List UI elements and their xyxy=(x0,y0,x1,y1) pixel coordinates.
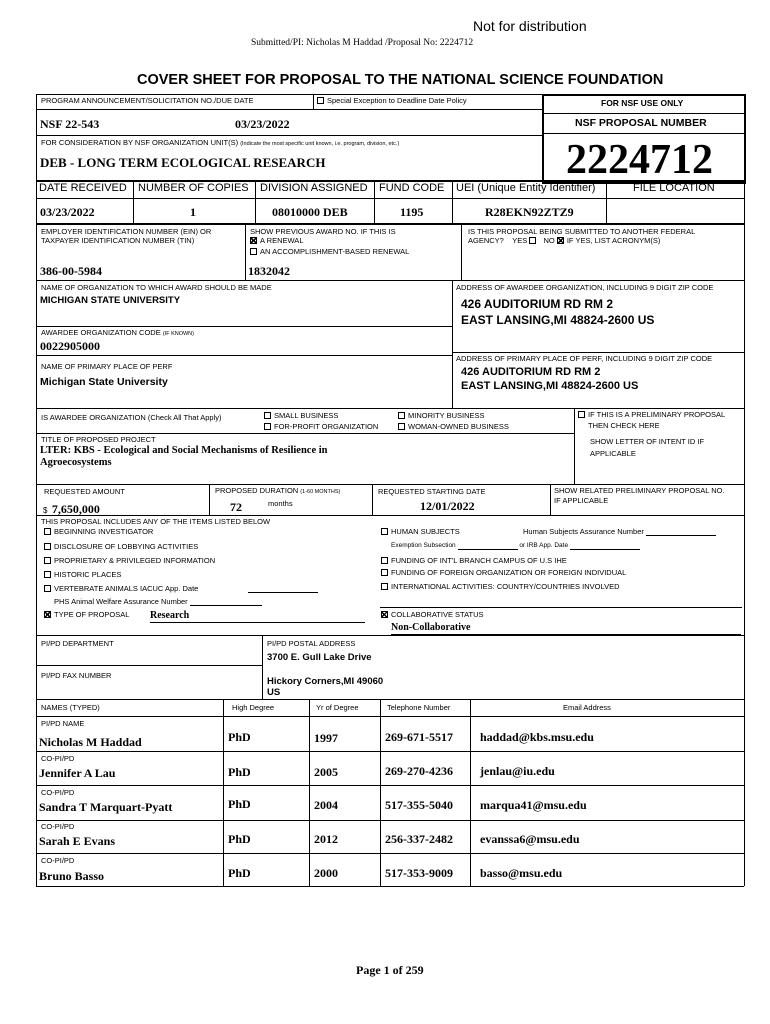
project-title-2: Agroecosystems xyxy=(40,457,112,468)
type-of-proposal-value: Research xyxy=(150,611,365,623)
currency-symbol: $ xyxy=(43,506,48,515)
person-year: 2005 xyxy=(314,765,338,779)
person-phone: 256-337-2482 xyxy=(385,832,453,846)
person-degree: PhD xyxy=(228,866,251,880)
person-phone: 517-355-5040 xyxy=(385,798,453,812)
copies-header: NUMBER OF COPIES xyxy=(138,182,249,194)
person-name: Bruno Basso xyxy=(39,869,105,883)
items-label: THIS PROPOSAL INCLUDES ANY OF THE ITEMS LISTED BELOW xyxy=(41,517,271,526)
lobbying-label: DISCLOSURE OF LOBBYING ACTIVITIES xyxy=(54,542,199,551)
date-received-header: DATE RECEIVED xyxy=(39,182,127,194)
irb-label: or IRB App. Date xyxy=(519,542,569,549)
pi-fax-label: PI/PD FAX NUMBER xyxy=(41,671,112,680)
minority-business-checkbox[interactable] xyxy=(398,412,485,420)
ein-label-1: EMPLOYER IDENTIFICATION NUMBER (EIN) OR xyxy=(41,227,212,236)
person-year: 2000 xyxy=(314,866,338,880)
uei-header: UEI (Unique Entity Identifier) xyxy=(456,182,596,194)
person-name: Nicholas M Haddad xyxy=(39,735,142,749)
division-assigned: 08010000 DEB xyxy=(272,205,348,219)
intl-branch-checkbox[interactable] xyxy=(381,557,567,565)
requested-amount xyxy=(43,501,100,517)
small-business-label: SMALL BUSINESS xyxy=(274,411,339,420)
no-label: NO xyxy=(543,236,555,245)
checkbox-icon xyxy=(398,412,405,419)
awardee-address-1: 426 AUDITORIUM RD RM 2 xyxy=(461,297,614,311)
consideration-label-text: FOR CONSIDERATION BY NSF ORGANIZATION UNIT(S) xyxy=(41,138,239,147)
project-title-label: TITLE OF PROPOSED PROJECT xyxy=(41,435,156,444)
person-year: 2012 xyxy=(314,832,338,846)
person-name: Sandra T Marquart-Pyatt xyxy=(39,800,173,814)
phs-assurance xyxy=(54,598,262,606)
organization-unit: DEB - LONG TERM ECOLOGICAL RESEARCH xyxy=(40,155,326,170)
person-role: CO-PI/PD xyxy=(41,754,75,763)
person-email: marqua41@msu.edu xyxy=(480,798,587,812)
checkbox-icon xyxy=(381,569,388,576)
checkbox-icon xyxy=(44,543,51,550)
person-year: 1997 xyxy=(314,731,338,745)
person-role: CO-PI/PD xyxy=(41,856,75,865)
checkbox-icon xyxy=(381,557,388,564)
collaborative-status-label: COLLABORATIVE STATUS xyxy=(391,610,484,619)
person-role: PI/PD NAME xyxy=(41,719,85,728)
for-profit-checkbox[interactable] xyxy=(264,423,378,431)
telephone-header: Telephone Number xyxy=(387,703,451,712)
uei: R28EKN92ZTZ9 xyxy=(485,205,574,219)
lobbying-checkbox[interactable] xyxy=(44,543,198,551)
nsf-use-only-label: FOR NSF USE ONLY xyxy=(601,98,684,108)
date-received: 03/23/2022 xyxy=(40,205,95,219)
related-proposal-label-1: SHOW RELATED PRELIMINARY PROPOSAL NO. xyxy=(554,486,725,495)
program-number: NSF 22-543 xyxy=(40,117,100,131)
pi-postal-2: Hickory Corners,MI 49060 xyxy=(267,676,384,687)
type-of-proposal xyxy=(44,611,129,619)
person-email: jenlau@iu.edu xyxy=(480,764,555,778)
fund-code: 1195 xyxy=(400,205,424,219)
requested-amount-label: REQUESTED AMOUNT xyxy=(44,487,125,496)
checked-box-icon xyxy=(250,237,257,244)
human-subjects-checkbox[interactable] xyxy=(381,528,460,536)
woman-owned-checkbox[interactable] xyxy=(398,423,509,431)
checked-box-icon xyxy=(44,611,51,618)
person-phone: 269-671-5517 xyxy=(385,730,453,744)
checkbox-icon xyxy=(398,423,405,430)
irb-line xyxy=(570,549,640,550)
awardee-code: 0022905000 xyxy=(40,339,100,353)
special-exception-checkbox[interactable] xyxy=(317,97,467,105)
consideration-label xyxy=(41,139,399,148)
person-degree: PhD xyxy=(228,765,251,779)
for-profit-label: FOR-PROFIT ORGANIZATION xyxy=(274,422,379,431)
historic-places-checkbox[interactable] xyxy=(44,571,121,579)
phs-label: PHS Animal Welfare Assurance Number xyxy=(54,597,188,606)
checkbox-icon xyxy=(44,571,51,578)
human-subjects-label: HUMAN SUBJECTS xyxy=(391,527,460,536)
program-label: PROGRAM ANNOUNCEMENT/SOLICITATION NO./DUE DATE xyxy=(41,96,254,105)
related-proposal-label-2: IF APPLICABLE xyxy=(554,496,609,505)
other-agency-label: IS THIS PROPOSAL BEING SUBMITTED TO ANOTHER FEDERAL xyxy=(468,227,696,236)
foreign-org-checkbox[interactable] xyxy=(381,569,626,577)
ein-value: 386-00-5984 xyxy=(40,264,102,278)
program-due-date: 03/23/2022 xyxy=(235,117,290,131)
duration-note: (1-60 MONTHS) xyxy=(300,489,341,495)
perf-address-1: 426 AUDITORIUM RD RM 2 xyxy=(461,366,601,378)
high-degree-header: High Degree xyxy=(232,703,275,712)
nsf-proposal-number-label: NSF PROPOSAL NUMBER xyxy=(575,117,707,129)
person-degree: PhD xyxy=(228,832,251,846)
copies: 1 xyxy=(190,205,196,219)
division-header: DIVISION ASSIGNED xyxy=(260,182,368,194)
person-email: evanssa6@msu.edu xyxy=(480,832,580,846)
awardee-name: MICHIGAN STATE UNIVERSITY xyxy=(40,295,181,306)
no-checkbox[interactable] xyxy=(557,237,564,244)
duration-label xyxy=(215,487,340,496)
preliminary-label-2: THEN CHECK HERE xyxy=(588,421,660,430)
person-phone: 269-270-4236 xyxy=(385,764,453,778)
person-degree: PhD xyxy=(228,730,251,744)
page-number: Page 1 of 259 xyxy=(356,963,424,977)
letter-of-intent-label-2: APPLICABLE xyxy=(590,449,636,458)
awardee-code-label-text: AWARDEE ORGANIZATION CODE xyxy=(41,328,161,337)
requested-amount-value: 7,650,000 xyxy=(51,502,100,516)
collaborative-status-value: Non-Collaborative xyxy=(391,623,741,635)
names-header: NAMES (TYPED) xyxy=(41,703,100,712)
checkbox-icon xyxy=(264,423,271,430)
previous-award-number: 1832042 xyxy=(248,264,290,278)
proprietary-checkbox[interactable] xyxy=(44,557,215,565)
consideration-note: (Indicate the most specific unit known, i.e. program, division, etc.) xyxy=(240,141,400,147)
person-role: CO-PI/PD xyxy=(41,822,75,831)
renewal-checkbox[interactable] xyxy=(250,237,303,245)
perf-name: Michigan State University xyxy=(40,376,168,388)
start-date: 12/01/2022 xyxy=(420,499,475,513)
pi-postal-1: 3700 E. Gull Lake Drive xyxy=(267,652,372,663)
preliminary-proposal-checkbox[interactable] xyxy=(578,411,725,419)
person-role: CO-PI/PD xyxy=(41,788,75,797)
human-assurance xyxy=(523,528,716,536)
intl-branch-label: FUNDING OF INT'L BRANCH CAMPUS OF U.S IHE xyxy=(391,556,567,565)
proprietary-label: PROPRIETARY & PRIVILEGED INFORMATION xyxy=(54,556,216,565)
human-assurance-label: Human Subjects Assurance Number xyxy=(523,527,644,536)
months-label: months xyxy=(268,499,293,508)
email-header: Email Address xyxy=(563,703,611,712)
woman-owned-label: WOMAN-OWNED BUSINESS xyxy=(408,422,509,431)
minority-business-label: MINORITY BUSINESS xyxy=(408,411,485,420)
accomplishment-checkbox[interactable] xyxy=(250,248,409,256)
person-email: basso@msu.edu xyxy=(480,866,563,880)
year-header: Yr of Degree xyxy=(316,703,359,712)
checkbox-icon xyxy=(44,528,51,535)
checkbox-icon xyxy=(250,248,257,255)
yes-checkbox[interactable] xyxy=(529,237,536,244)
perf-name-label: NAME OF PRIMARY PLACE OF PERF xyxy=(41,362,173,371)
foreign-org-label: FUNDING OF FOREIGN ORGANIZATION OR FOREIGN INDIVIDUAL xyxy=(391,568,627,577)
intl-activities-label: INTERNATIONAL ACTIVITIES: COUNTRY/COUNTRIES INVOLVED xyxy=(391,582,620,591)
start-date-label: REQUESTED STARTING DATE xyxy=(378,487,486,496)
pi-department-label: PI/PD DEPARTMENT xyxy=(41,639,114,648)
pi-postal-3: US xyxy=(267,687,281,698)
duration-value: 72 xyxy=(230,500,242,514)
page-title: COVER SHEET FOR PROPOSAL TO THE NATIONAL SCIENCE FOUNDATION xyxy=(137,72,664,88)
previous-award-label: SHOW PREVIOUS AWARD NO. IF THIS IS xyxy=(250,227,396,236)
ein-label-2: TAXPAYER IDENTIFICATION NUMBER (TIN) xyxy=(41,236,195,245)
pi-postal-label: PI/PD POSTAL ADDRESS xyxy=(267,639,356,648)
person-phone: 517-353-9009 xyxy=(385,866,453,880)
nsf-proposal-number: 2224712 xyxy=(566,137,713,183)
awardee-code-note: (IF KNOWN) xyxy=(162,331,194,337)
exemption-line xyxy=(458,549,518,550)
agency-question: AGENCY? xyxy=(468,236,504,245)
renewal-label: A RENEWAL xyxy=(260,236,304,245)
person-degree: PhD xyxy=(228,797,251,811)
historic-places-label: HISTORIC PLACES xyxy=(54,570,122,579)
file-location-header: FILE LOCATION xyxy=(633,182,715,194)
checkbox-icon xyxy=(381,528,388,535)
checked-box-icon xyxy=(381,611,388,618)
yes-label: YES xyxy=(512,236,528,245)
exemption-subsection xyxy=(391,543,640,550)
org-type-label: IS AWARDEE ORGANIZATION (Check All That Apply) xyxy=(41,413,222,422)
intl-activities-checkbox[interactable] xyxy=(381,583,620,591)
project-title-1: LTER: KBS - Ecological and Social Mechanisms of Resilience in xyxy=(40,445,328,456)
perf-address-2: EAST LANSING,MI 48824-2600 US xyxy=(461,380,639,392)
collaborative-status xyxy=(381,611,484,619)
checkbox-icon xyxy=(317,97,324,104)
other-agency-line xyxy=(468,237,660,245)
preliminary-label: IF THIS IS A PRELIMINARY PROPOSAL xyxy=(588,410,726,419)
beginning-investigator-label: BEGINNING INVESTIGATOR xyxy=(54,527,154,536)
awardee-address-label: ADDRESS OF AWARDEE ORGANIZATION, INCLUDING 9 DIGIT ZIP CODE xyxy=(456,283,714,292)
iacuc-date-line xyxy=(248,592,318,593)
checkbox-icon xyxy=(264,412,271,419)
submitted-line: Submitted/PI: Nicholas M Haddad /Proposal No: 2224712 xyxy=(251,38,474,48)
person-email: haddad@kbs.msu.edu xyxy=(480,730,594,744)
letter-of-intent-label-1: SHOW LETTER OF INTENT ID IF xyxy=(590,437,705,446)
awardee-address-2: EAST LANSING,MI 48824-2600 US xyxy=(461,313,655,327)
checkbox-icon xyxy=(44,557,51,564)
type-of-proposal-label: TYPE OF PROPOSAL xyxy=(54,610,130,619)
person-name: Sarah E Evans xyxy=(39,834,116,848)
checkbox-icon xyxy=(578,411,585,418)
beginning-investigator-checkbox[interactable] xyxy=(44,528,153,536)
phs-line xyxy=(190,605,262,606)
perf-address-label: ADDRESS OF PRIMARY PLACE OF PERF, INCLUDING 9 DIGIT ZIP CODE xyxy=(456,354,713,363)
acronym-label: IF YES, LIST ACRONYM(S) xyxy=(566,236,661,245)
person-year: 2004 xyxy=(314,798,338,812)
vertebrate-label: VERTEBRATE ANIMALS IACUC App. Date xyxy=(54,584,199,593)
human-assurance-line xyxy=(646,535,716,536)
vertebrate-checkbox[interactable] xyxy=(44,585,318,593)
fund-code-header: FUND CODE xyxy=(379,182,445,194)
checkbox-icon xyxy=(381,583,388,590)
awardee-name-label: NAME OF ORGANIZATION TO WHICH AWARD SHOULD BE MADE xyxy=(41,283,272,292)
accomplishment-label: AN ACCOMPLISHMENT-BASED RENEWAL xyxy=(260,247,410,256)
small-business-checkbox[interactable] xyxy=(264,412,338,420)
awardee-code-label xyxy=(41,329,194,338)
person-name: Jennifer A Lau xyxy=(39,766,116,780)
not-for-distribution-label: Not for distribution xyxy=(473,18,587,34)
duration-label-text: PROPOSED DURATION xyxy=(215,486,299,495)
checkbox-icon xyxy=(44,585,51,592)
exemption-label: Exemption Subsection xyxy=(391,542,456,549)
special-exception-label: Special Exception to Deadline Date Policy xyxy=(327,96,467,105)
